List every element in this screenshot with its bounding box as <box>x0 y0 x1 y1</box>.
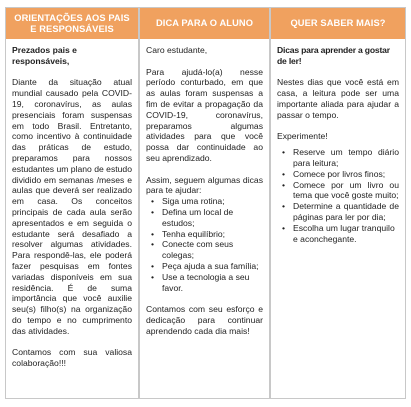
parents-guidance-body <box>6 39 138 369</box>
student-intro-paragraph: Para ajudá-lo(a) nesse período conturbado, em que as aulas foram suspensas a fim de evitar a propagação da COVID-19, coronavírus, preparamos algumas atividades para que você possa dar continuidade ao seu aprendizado. <box>146 66 263 163</box>
reading-experiment-text: Experimente! <box>277 131 328 142</box>
learn-more-column <box>270 7 406 399</box>
parents-greeting: Prezados pais e responsáveis, <box>12 45 77 66</box>
reading-intro-paragraph: Nestes dias que você está em casa, a leitura pode ser uma importante aliada para ajudar a passar o tempo. <box>277 77 399 120</box>
parents-message-paragraph: Diante da situação atual mundial causado pela COVID-19, coronavírus, as aulas presenciais foram suspensas em todo Brasil. Entretanto, como incentivo à continuidade das práticas de estudo, preparamos para nossos estudantes um plano de estudo dividido em semanas /meses e aulas que deverá ser realizado em casa. Os conceitos principais de cada aula serão apresentados e em seguida o estudante será desafiado a resolver algumas atividades. Para respondê-las, ele poderá fazer pesquisas em fontes variadas disponíveis em sua residência. É de suma importância que você auxilie seu(s) filho(s) na organização do tempo e no cumprimento das atividades. <box>12 77 132 336</box>
list-item: • Siga uma rotina; <box>162 196 263 207</box>
learn-more-header: QUER SABER MAIS? <box>271 8 405 39</box>
student-tips-body <box>140 39 269 337</box>
learn-more-body <box>271 39 405 244</box>
list-item: • Determine a quantidade de páginas para ler por dia; <box>293 201 399 223</box>
parents-guidance-column <box>5 7 139 399</box>
list-item: • Comece por livros finos; <box>293 169 399 180</box>
student-tips-intro: Assim, seguem algumas dicas para te ajudar: <box>146 174 263 196</box>
reading-tips-list <box>277 147 399 244</box>
list-item: • Escolha um lugar tranquilo e aconchegante. <box>293 223 399 245</box>
list-item: • Defina um local de estudos; <box>162 207 263 229</box>
list-item: • Conecte com seus colegas; <box>162 239 263 261</box>
student-closing-paragraph: Contamos com seu esforço e dedicação para continuar aprendendo cada dia mais! <box>146 304 263 336</box>
list-item: • Use a tecnologia a seu favor. <box>162 272 263 294</box>
list-item: • Comece por um livro ou tema que você goste muito; <box>293 180 399 202</box>
student-greeting: Caro estudante, <box>146 45 208 55</box>
reading-tips-title: Dicas para aprender a gostar de ler! <box>277 45 390 66</box>
list-item: • Tenha equilíbrio; <box>162 229 263 240</box>
list-item: • Reserve um tempo diário para leitura; <box>293 147 399 169</box>
student-tips-list <box>146 196 263 293</box>
student-tips-header: DICA PARA O ALUNO <box>140 8 269 39</box>
list-item: • Peça ajuda a sua família; <box>162 261 263 272</box>
parents-closing-paragraph: Contamos com sua valiosa colaboração!!! <box>12 347 132 369</box>
parents-guidance-header: ORIENTAÇÕES AOS PAIS E RESPONSÁVEIS <box>6 8 138 39</box>
student-tips-column <box>139 7 270 399</box>
